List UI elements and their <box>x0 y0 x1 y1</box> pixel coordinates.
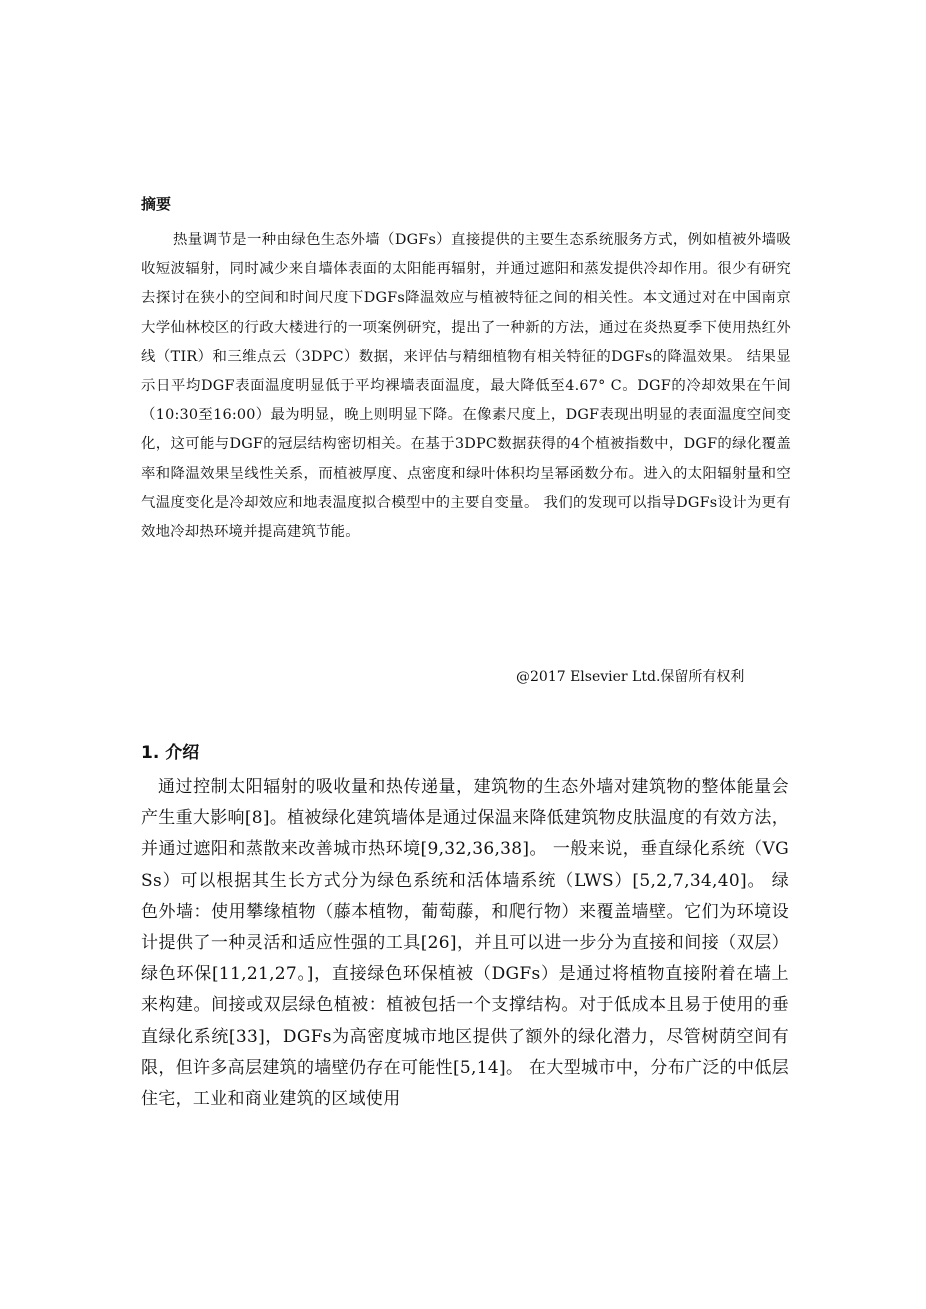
abstract-paragraph: 热量调节是一种由绿色生态外墙（DGFs）直接提供的主要生态系统服务方式，例如植被外墙吸收短波辐射，同时减少来自墙体表面的太阳能再辐射，并通过遮阳和蒸发提供冷却作用。很少有研究去探讨在狭小的空间和时间尺度下DGFs降温效应与植被特征之间的相关性。本文通过对在中国南京大学仙林校区的行政大楼进行的一项案例研究，提出了一种新的方法，通过在炎热夏季下使用热红外线（TIR）和三维点云（3DPC）数据，来评估与精细植物有相关特征的DGFs的降温效果。 结果显示日平均DGF表面温度明显低于平均裸墙表面温度，最大降低至4.67° C。DGF的冷却效果在午间（10:30至16:00）最为明显，晚上则明显下降。在像素尺度上，DGF表现出明显的表面温度空间变化，这可能与DGF的冠层结构密切相关。在基于3DPC数据获得的4个植被指数中，DGF的绿化覆盖率和降温效果呈线性关系，而植被厚度、点密度和绿叶体积均呈幂函数分布。进入的太阳辐射量和空气温度变化是冷却效应和地表温度拟合模型中的主要自变量。 我们的发现可以指导DGFs设计为更有效地冷却热环境并提高建筑节能。 <box>141 232 791 541</box>
introduction-paragraph: 通过控制太阳辐射的吸收量和热传递量，建筑物的生态外墙对建筑物的整体能量会产生重大影响[8]。植被绿化建筑墙体是通过保温来降低建筑物皮肤温度的有效方法，并通过遮阳和蒸散来改善城市热环境[9,32,36,38]。 一般来说，垂直绿化系统（VGSs）可以根据其生长方式分为绿色系统和活体墙系统（LWS）[5,2,7,34,40]。 绿色外墙：使用攀缘植物（藤本植物，葡萄藤，和爬行物）来覆盖墙壁。它们为环境设计提供了一种灵活和适应性强的工具[26]，并且可以进一步分为直接和间接（双层）绿色环保[11,21,27。]，直接绿色环保植被（DGFs）是通过将植物直接附着在墙上来构建。间接或双层绿色植被：植被包括一个支撑结构。对于低成本且易于使用的垂直绿化系统[33]，DGFs为高密度城市地区提供了额外的绿化潜力，尽管树荫空间有限，但许多高层建筑的墙壁仍存在可能性[5,14]。 在大型城市中，分布广泛的中低层住宅，工业和商业建筑的区域使用 <box>141 777 789 1110</box>
introduction-heading: 1. 介绍 <box>141 743 200 763</box>
copyright-notice: @2017 Elsevier Ltd.保留所有权利 <box>516 669 745 685</box>
abstract-heading: 摘要 <box>141 195 172 213</box>
